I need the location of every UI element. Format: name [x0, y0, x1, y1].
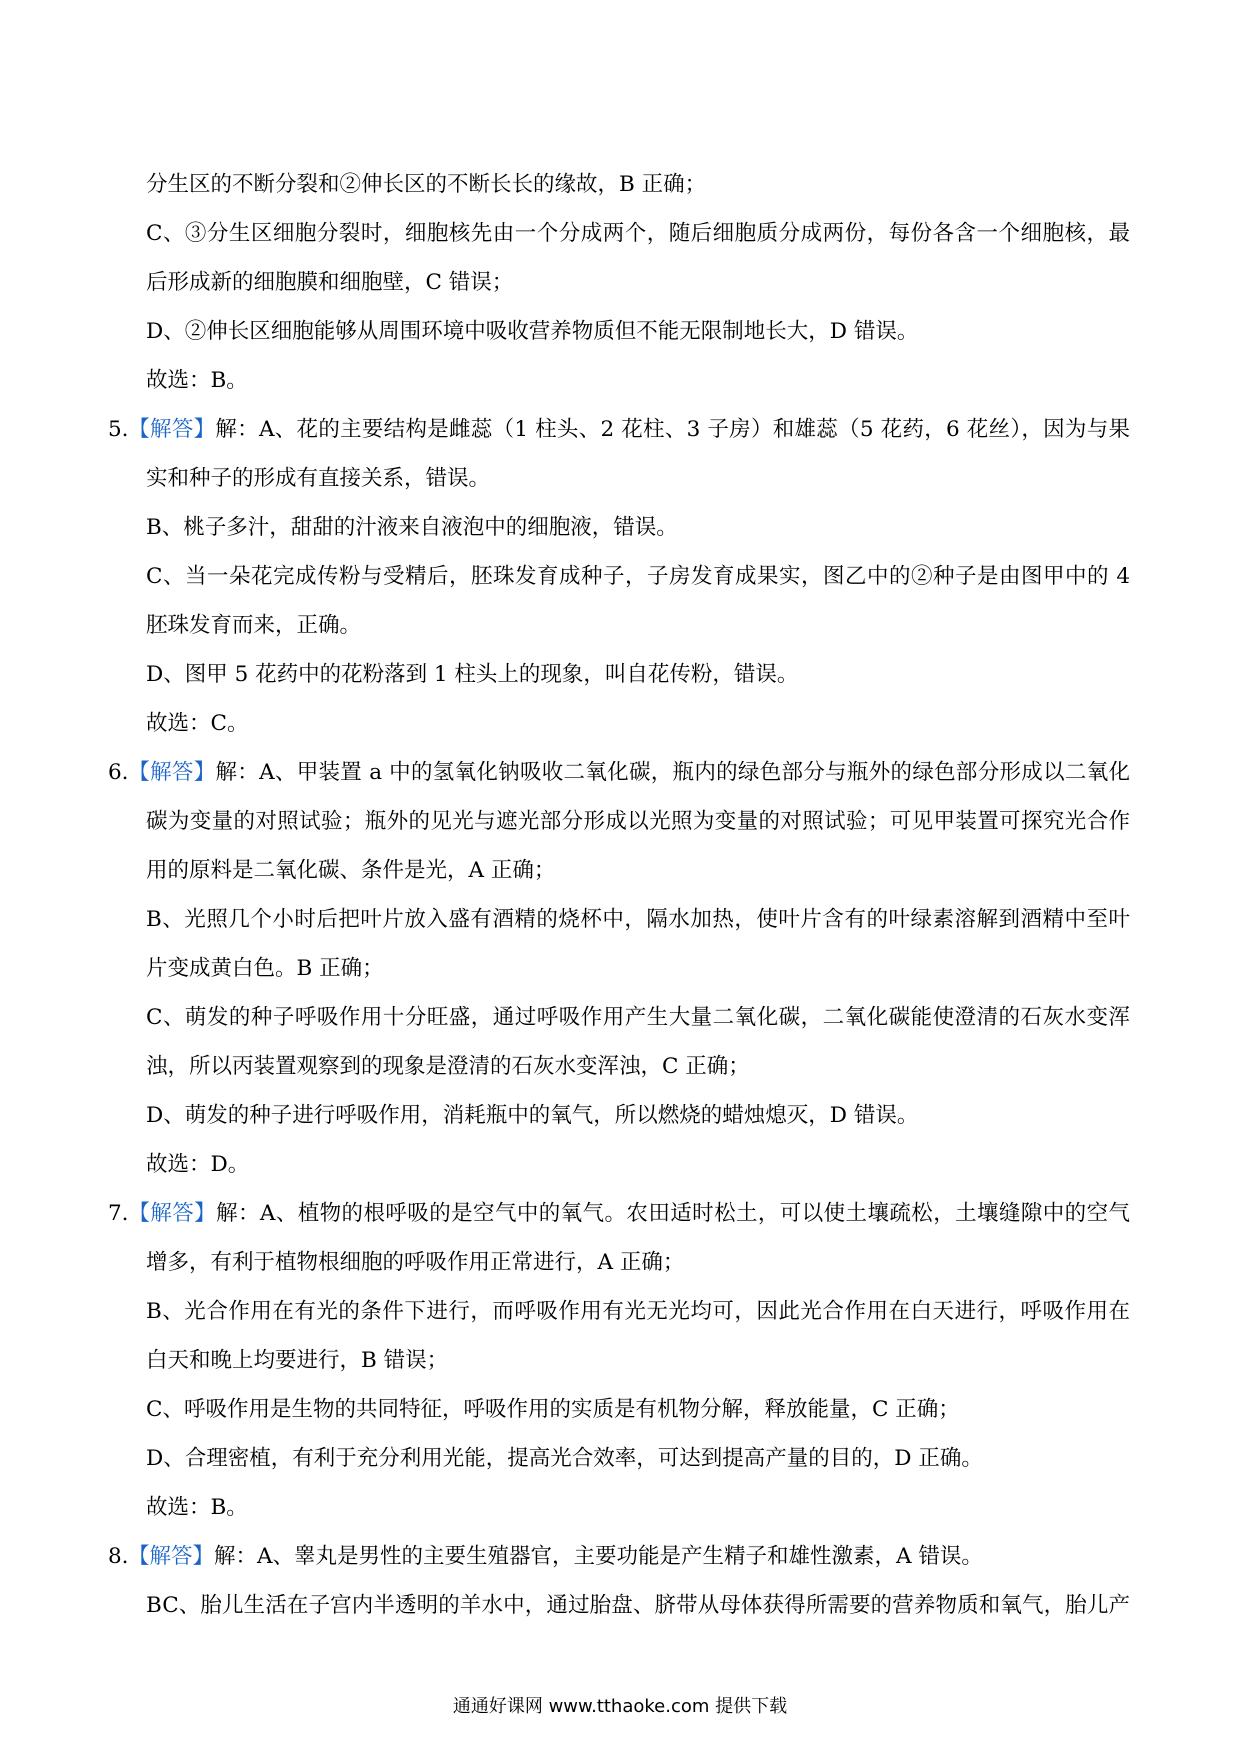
text-line: D、合理密植，有利于充分利用光能，提高光合效率，可达到提高产量的目的，D 正确。 [146, 1446, 983, 1471]
text-line: 故选：B。 [146, 368, 248, 393]
text-line: 实和种子的形成有直接关系，错误。 [146, 466, 491, 491]
question-number: 8. [108, 1544, 129, 1569]
answer-tag: 【解答】 [128, 1544, 215, 1569]
text-line: 故选：B。 [146, 1495, 248, 1520]
text-line: D、②伸长区细胞能够从周围环境中吸收营养物质但不能无限制地长大，D 错误。 [146, 319, 919, 344]
text-line: 增多，有利于植物根细胞的呼吸作用正常进行，A 正确； [146, 1250, 685, 1275]
text-line: 分生区的不断分裂和②伸长区的不断长长的缘故，B 正确； [146, 172, 707, 197]
question-number: 5. [108, 417, 129, 442]
text-line: 碳为变量的对照试验；瓶外的见光与遮光部分形成以光照为变量的对照试验；可见甲装置可探究光合作 [146, 809, 1130, 834]
text-line: D、萌发的种子进行呼吸作用，消耗瓶中的氧气，所以燃烧的蜡烛熄灭，D 错误。 [146, 1103, 919, 1128]
text-line: 故选：C。 [146, 711, 249, 736]
question-7-line [108, 1189, 1130, 1238]
text-line: 故选：D。 [146, 1152, 250, 1177]
text-line: C、呼吸作用是生物的共同特征，呼吸作用的实质是有机物分解，释放能量，C 正确； [146, 1397, 960, 1422]
question-8-line [108, 1532, 1130, 1581]
answer-tag: 【解答】 [128, 1201, 217, 1226]
text-line: 后形成新的细胞膜和细胞壁，C 错误； [146, 270, 514, 295]
text-line: 浊，所以丙装置观察到的现象是澄清的石灰水变浑浊，C 正确； [146, 1054, 750, 1079]
question-5-line [108, 405, 1130, 454]
text-line: 片变成黄白色。B 正确； [146, 956, 384, 981]
text-line: BC、胎儿生活在子宫内半透明的羊水中，通过胎盘、脐带从母体获得所需要的营养物质和氧气，胎儿产 [146, 1593, 1130, 1618]
answer-tag: 【解答】 [128, 760, 216, 785]
text-span: 解：A、花的主要结构是雌蕊（1 柱头、2 花柱、3 子房）和雄蕊（5 花药，6 花丝），因为与果 [215, 417, 1130, 442]
text-span: 解：A、甲装置 a 中的氢氧化钠吸收二氧化碳，瓶内的绿色部分与瓶外的绿色部分形成以二氧化 [215, 760, 1130, 785]
text-line: 白天和晚上均要进行，B 错误； [146, 1348, 449, 1373]
answer-tag: 【解答】 [128, 417, 216, 442]
text-line: C、③分生区细胞分裂时，细胞核先由一个分成两个，随后细胞质分成两份，每份各含一个细胞核，最 [146, 221, 1130, 246]
question-number: 6. [108, 760, 129, 785]
text-line: 用的原料是二氧化碳、条件是光，A 正确； [146, 858, 556, 883]
text-line: 胚珠发育而来，正确。 [146, 613, 362, 638]
text-line: B、光照几个小时后把叶片放入盛有酒精的烧杯中，隔水加热，使叶片含有的叶绿素溶解到酒精中至叶 [146, 907, 1130, 932]
text-line: B、光合作用在有光的条件下进行，而呼吸作用有光无光均可，因此光合作用在白天进行，呼吸作用在 [146, 1299, 1130, 1324]
text-line: B、桃子多汁，甜甜的汁液来自液泡中的细胞液，错误。 [146, 515, 678, 540]
text-line: C、萌发的种子呼吸作用十分旺盛，通过呼吸作用产生大量二氧化碳，二氧化碳能使澄清的石灰水变浑 [146, 1005, 1130, 1030]
text-span: 解：A、植物的根呼吸的是空气中的氧气。农田适时松土，可以使土壤疏松，土壤缝隙中的空气 [216, 1201, 1130, 1226]
question-number: 7. [108, 1201, 129, 1226]
answer-content [108, 160, 1130, 1630]
text-line: D、图甲 5 花药中的花粉落到 1 柱头上的现象，叫自花传粉，错误。 [146, 662, 799, 687]
text-line: C、当一朵花完成传粉与受精后，胚珠发育成种子，子房发育成果实，图乙中的②种子是由图甲中的 4 [146, 564, 1130, 589]
text-span: 解：A、睾丸是男性的主要生殖器官，主要功能是产生精子和雄性激素，A 错误。 [214, 1544, 983, 1569]
page-footer: 通通好课网 www.tthaoke.com 提供下载 [452, 1696, 788, 1717]
question-6-line [108, 748, 1130, 797]
